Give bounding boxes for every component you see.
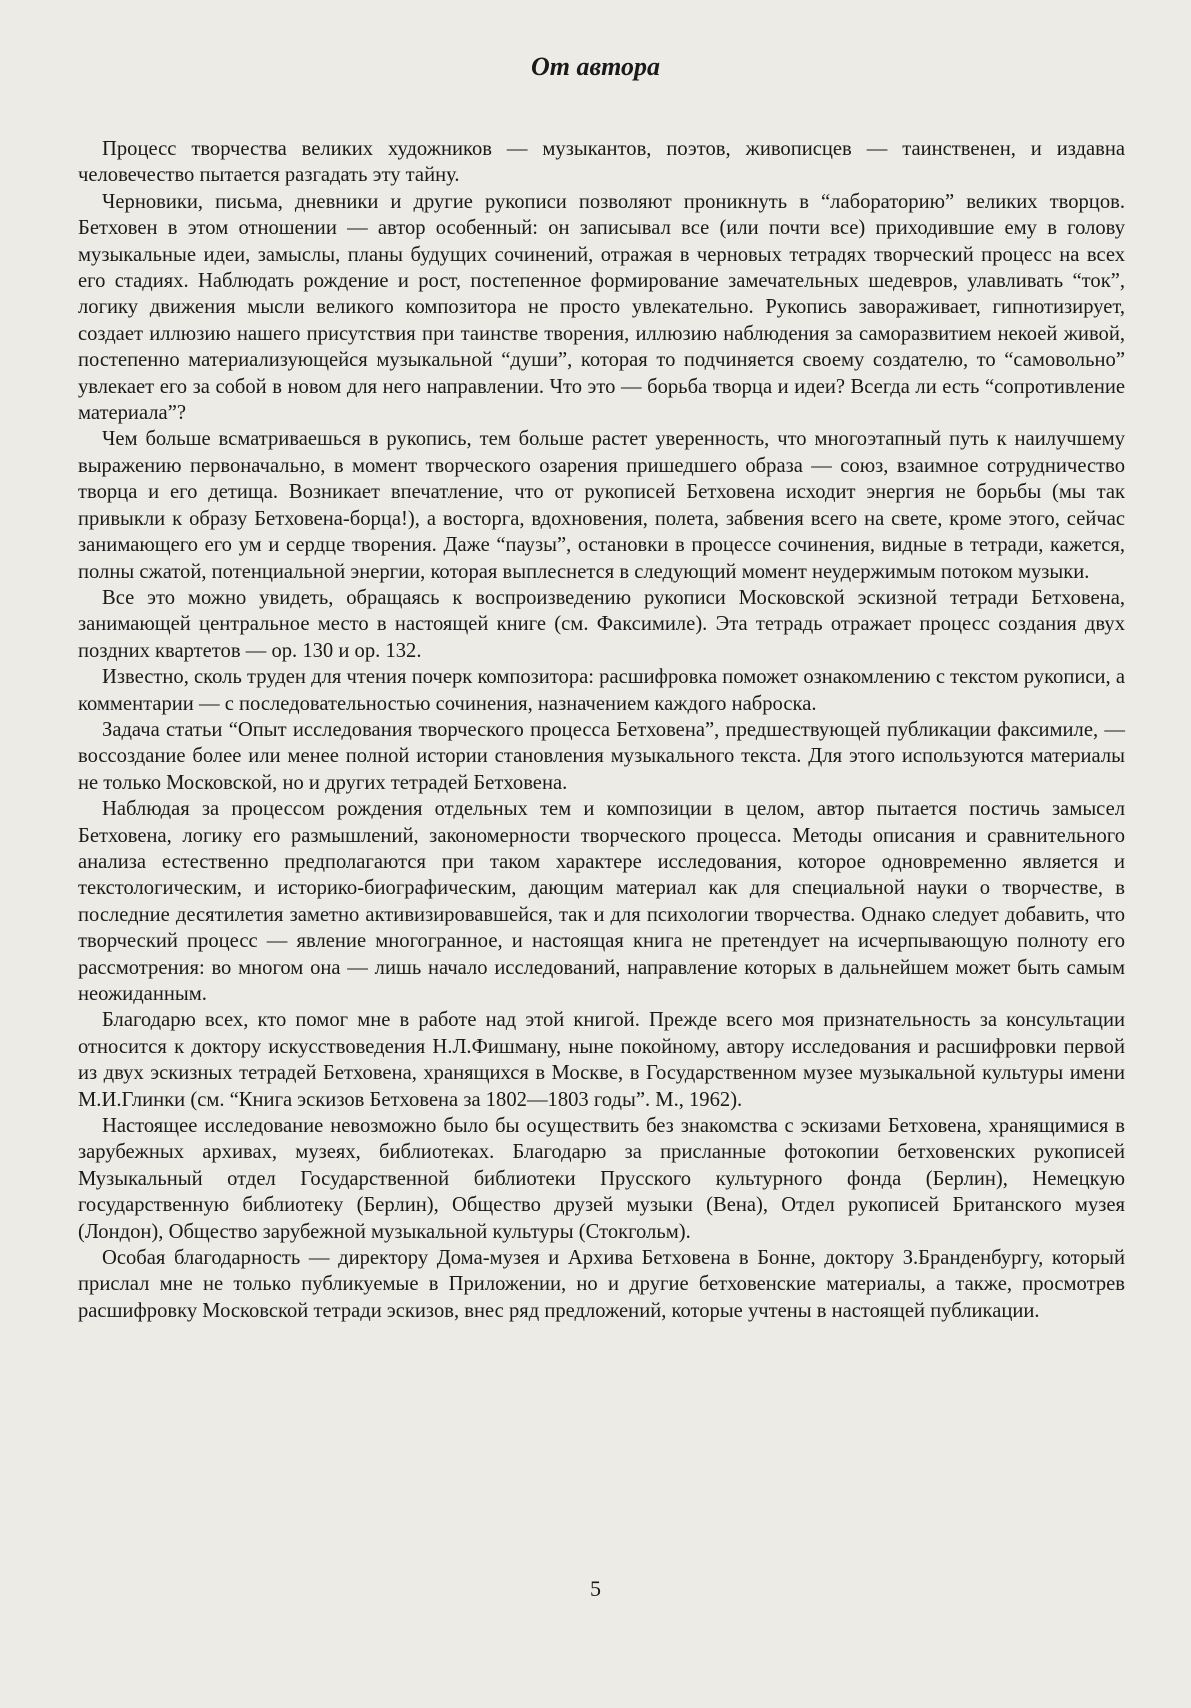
paragraph-2: Черновики, письма, дневники и другие рукописи позволяют проникнуть в “лабораторию” великих творцов. Бетховен в этом отношении — автор особенный: он записывал все (или почти все) приходившие ему в голову музыкальные идеи, замыслы, планы будущих сочинений, отражая в черновых тетрадях творческий процесс на всех его стадиях. Наблюдать рождение и рост, постепенное формирование замечательных шедевров, улавливать “ток”, логику движения мысли великого композитора не просто увлекательно. Рукопись завораживает, гипнотизирует, создает иллюзию нашего присутствия при таинстве творения, иллюзию наблюдения за саморазвитием некоей живой, постепенно материализующейся музыкальной “души”, которая то подчиняется своему создателю, то “самовольно” увлекает его за собой в новом для него направлении. Что это — борьба творца и идеи? Всегда ли есть “сопротивление материала”?	[78, 190, 1125, 425]
paragraph-3: Чем больше всматриваешься в рукопись, тем больше растет уверенность, что многоэтапный путь к наилучшему выражению первоначально, в момент творческого озарения пришедшего образа — союз, взаимное сотрудничество творца и его детища. Возникает впечатление, что от рукописей Бетховена исходит энергия не борьбы (мы так привыкли к образу Бетховена-борца!), а восторга, вдохновения, полета, забвения всего на свете, кроме этого, сейчас занимающего его ум и сердце творения. Даже “паузы”, остановки в процессе сочинения, видные в тетради, кажется, полны сжатой, потенциальной энергии, которая выплеснется в следующий момент неудержимым потоком музыки.	[78, 428, 1125, 583]
paragraph-6: Задача статьи “Опыт исследования творческого процесса Бетховена”, предшествующей публикации факсимиле, — воссоздание более или менее полной истории становления музыкального текста. Для этого используются материалы не только Московской, но и других тетрадей Бетховена.	[78, 718, 1125, 794]
paragraph-8: Благодарю всех, кто помог мне в работе над этой книгой. Прежде всего моя признательность за консультации относится к доктору искусствоведения Н.Л.Фишману, ныне покойному, автору исследования и расшифровки первой из двух эскизных тетрадей Бетховена, хранящихся в Москве, в Государственном музее музыкальной культуры имени М.И.Глинки (см. “Книга эскизов Бетховена за 1802—1803 годы”. М., 1962).	[78, 1009, 1125, 1111]
paragraph-5: Известно, сколь труден для чтения почерк композитора: расшифровка поможет ознакомлению с текстом рукописи, а комментарии — с последовательностью сочинения, назначением каждого наброска.	[78, 666, 1125, 715]
paragraph-7: Наблюдая за процессом рождения отдельных тем и композиции в целом, автор пытается постичь замысел Бетховена, логику его размышлений, закономерности творческого процесса. Методы описания и сравнительного анализа естественно предполагаются при таком характере исследования, которое одновременно является и текстологическим, и историко-биографическим, дающим материал как для специальной науки о творчестве, в последние десятилетия заметно активизировавшейся, так и для психологии творчества. Однако следует добавить, что творческий процесс — явление многогранное, и настоящая книга не претендует на исчерпывающую полноту его рассмотрения: во многом она — лишь начало исследований, направление которых в дальнейшем может быть самым неожиданным.	[78, 798, 1125, 1005]
paragraph-10: Особая благодарность — директору Дома-музея и Архива Бетховена в Бонне, доктору З.Бранденбургу, который прислал мне не только публикуемые в Приложении, но и другие бетховенские материалы, а также, просмотрев расшифровку Московской тетради эскизов, внес ряд предложений, которые учтены в настоящей публикации.	[78, 1247, 1125, 1322]
body-text	[78, 136, 1125, 1324]
page-title: От автора	[531, 52, 660, 81]
page-number: 5	[590, 1576, 601, 1601]
paragraph-9: Настоящее исследование невозможно было бы осуществить без знакомства с эскизами Бетховена, хранящимися в зарубежных архивах, музеях, библиотеках. Благодарю за присланные фотокопии бетховенских рукописей Музыкальный отдел Государственной библиотеки Прусского культурного фонда (Берлин), Немецкую государственную библиотеку (Берлин), Общество друзей музыки (Вена), Отдел рукописей Британского музея (Лондон), Общество зарубежной музыкальной культуры (Стокгольм).	[78, 1115, 1125, 1243]
paragraph-4: Все это можно увидеть, обращаясь к воспроизведению рукописи Московской эскизной тетради Бетховена, занимающей центральное место в настоящей книге (см. Факсимиле). Эта тетрадь отражает процесс создания двух поздних квартетов — ор. 130 и ор. 132.	[78, 586, 1125, 662]
paragraph-1: Процесс творчества великих художников — музыкантов, поэтов, живописцев — таинственен, и издавна человечество пытается разгадать эту тайну.	[78, 138, 1125, 187]
